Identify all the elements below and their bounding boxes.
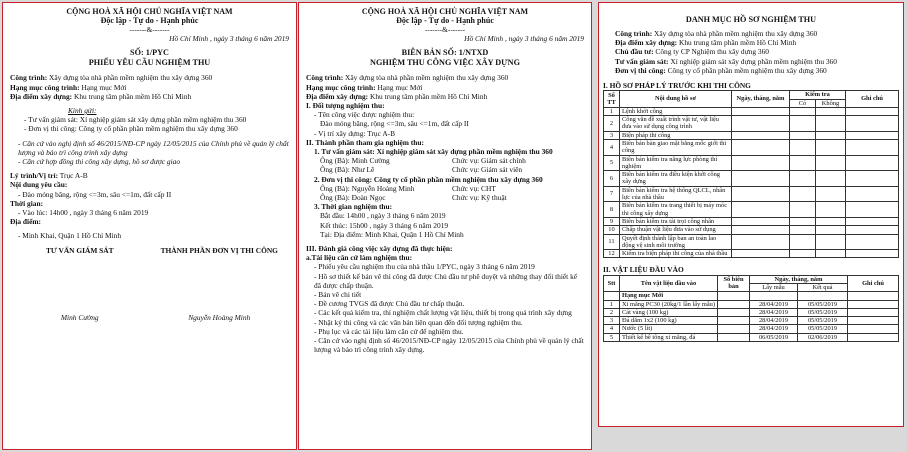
table-row bbox=[604, 202, 899, 218]
place-date: Hồ Chí Minh , ngày 3 tháng 6 năm 2019 bbox=[169, 34, 289, 44]
col-check: Kiểm tra bbox=[790, 91, 846, 99]
person-role: Chức vụ: Kỹ thuật bbox=[452, 193, 507, 203]
addressee-line: - Tư vấn giám sát: Xí nghiệp giám sát xây dựng phần mềm nghiệm thu 360 bbox=[24, 115, 247, 125]
motto: Độc lập - Tự do - Hạnh phúc bbox=[100, 16, 199, 25]
row-material: Thiết kế bê tông xi măng, đá bbox=[620, 333, 718, 341]
location-value: Khu trung tâm phần mềm Hồ Chí Minh bbox=[74, 91, 192, 101]
row-yes bbox=[790, 171, 816, 187]
sign-left-name: Minh Cường bbox=[60, 312, 99, 322]
row-doc-number bbox=[718, 333, 750, 341]
col-date: Ngày, tháng, năm bbox=[732, 91, 790, 108]
nation-heading: CỘNG HOÀ XÃ HỘI CHỦ NGHĨA VIỆT NAM bbox=[361, 7, 529, 16]
col-content: Nội dung hồ sơ bbox=[620, 91, 732, 108]
row-yes bbox=[790, 155, 816, 171]
sign-left-title: TƯ VẤN GIÁM SÁT bbox=[45, 245, 114, 255]
row-material: Cát vàng (100 kg) bbox=[620, 308, 718, 316]
row-material: Xi măng PC30 (20kg/1 lần lấy mẫu) bbox=[620, 300, 718, 308]
group-name: Hạng mục Mới bbox=[620, 292, 718, 300]
row-note bbox=[846, 202, 899, 218]
row-date bbox=[732, 234, 790, 250]
section-3-title: III. Đánh giá công việc xây dựng đã thực hiện: bbox=[306, 244, 453, 254]
location-label: Địa điểm xây dựng: bbox=[10, 91, 73, 101]
rule: -------&------- bbox=[424, 25, 466, 34]
basis-item: - Hồ sơ thiết kế bản vẽ thi công đã được Chủ đầu tư phê duyệt và những thay đổi thiết kế đã được chấp thuận. bbox=[314, 271, 578, 290]
time-value: - Vào lúc: 14h00 , ngày 3 tháng 6 năm 2019 bbox=[18, 208, 149, 218]
row-stt: 5 bbox=[604, 155, 620, 171]
table-row bbox=[604, 116, 899, 132]
row-date bbox=[732, 202, 790, 218]
acceptance-minutes-page bbox=[298, 2, 592, 450]
row-date bbox=[732, 186, 790, 202]
row-stt: 9 bbox=[604, 217, 620, 225]
col-material: Tên vật liệu đầu vào bbox=[620, 275, 718, 292]
row-date bbox=[732, 131, 790, 139]
row-yes bbox=[790, 116, 816, 132]
row-date bbox=[732, 155, 790, 171]
row-no bbox=[816, 226, 846, 234]
row-note bbox=[846, 131, 899, 139]
table-row bbox=[604, 131, 899, 139]
info-label: Đơn vị thi công: bbox=[615, 65, 666, 75]
nation-heading: CỘNG HOÀ XÃ HỘI CHỦ NGHĨA VIỆT NAM bbox=[66, 7, 233, 16]
col-doc-number: Số biên bản bbox=[718, 275, 750, 292]
request-value: - Đào móng băng, rộng <=3m, sâu <=1m, đất cấp II bbox=[18, 189, 172, 199]
row-yes bbox=[790, 131, 816, 139]
row-note bbox=[846, 155, 899, 171]
section-2-title: II. VẬT LIỆU ĐẦU VÀO bbox=[603, 265, 684, 275]
sign-right-title: THÀNH PHẦN ĐƠN VỊ THI CÔNG bbox=[160, 245, 278, 255]
row-no bbox=[816, 171, 846, 187]
row-note bbox=[848, 308, 899, 316]
table-row bbox=[604, 186, 899, 202]
info-row bbox=[615, 29, 899, 38]
doc-title: PHIẾU YÊU CẦU NGHIỆM THU bbox=[88, 58, 211, 68]
row-content: Biện pháp thi công bbox=[620, 131, 732, 139]
row-stt: 1 bbox=[604, 300, 620, 308]
row-sample-date: 06/05/2019 bbox=[750, 333, 798, 341]
row-note bbox=[846, 226, 899, 234]
place-date: Hồ Chí Minh , ngày 3 tháng 6 năm 2019 bbox=[464, 34, 584, 44]
row-content: Biên bản kiểm tra năng lực phòng thí nghiệm bbox=[620, 155, 732, 171]
basis-item: - Đề cương TVGS đã được Chủ đầu tư chấp thuận. bbox=[314, 299, 465, 309]
col-stt: Số TT bbox=[604, 91, 620, 108]
person-role: Chức vụ: CHT bbox=[452, 183, 496, 193]
time-line: Bắt đầu: 14h00 , ngày 3 tháng 6 năm 2019 bbox=[320, 211, 446, 221]
col-yes: Có bbox=[790, 99, 816, 107]
row-sample-date: 28/04/2019 bbox=[750, 325, 798, 333]
table-row bbox=[604, 217, 899, 225]
addressee-line: - Đơn vị thi công: Công ty cổ phần phần mềm nghiệm thu xây dựng 360 bbox=[24, 124, 238, 134]
row-content: Lệnh khởi công bbox=[620, 107, 732, 115]
section-1-title: I. Đối tượng nghiệm thu: bbox=[306, 101, 385, 111]
row-stt: 1 bbox=[604, 107, 620, 115]
project-info bbox=[603, 29, 899, 75]
row-date bbox=[732, 140, 790, 156]
table-row bbox=[604, 308, 899, 316]
section-3a-title: a.Tài liệu căn cứ làm nghiệm thu: bbox=[306, 253, 413, 263]
row-date bbox=[732, 217, 790, 225]
row-yes bbox=[790, 186, 816, 202]
row-no bbox=[816, 140, 846, 156]
row-sample-date: 28/04/2019 bbox=[750, 300, 798, 308]
row-stt: 3 bbox=[604, 131, 620, 139]
row-material: Đá dăm 1x2 (100 kg) bbox=[620, 317, 718, 325]
col-sample: Lấy mẫu bbox=[750, 283, 798, 291]
row-date bbox=[732, 171, 790, 187]
location-value: Khu trung tâm phần mềm Hồ Chí Minh bbox=[370, 91, 488, 101]
chain-value: Trục A-B bbox=[59, 171, 88, 181]
info-row bbox=[615, 57, 899, 66]
row-stt: 2 bbox=[604, 116, 620, 132]
time-label: Thời gian: bbox=[10, 198, 44, 208]
info-value: Công ty CP Nghiệm thu xây dựng 360 bbox=[655, 47, 769, 57]
row-material: Nước (5 lít) bbox=[620, 325, 718, 333]
doc-number: SỐ: 1/PYC bbox=[130, 48, 169, 58]
table-row bbox=[604, 234, 899, 250]
info-value: Xí nghiệp giám sát xây dựng phần mềm nghiệm thu 360 bbox=[670, 56, 837, 66]
row-note bbox=[846, 250, 899, 258]
row-stt: 10 bbox=[604, 226, 620, 234]
col-note: Ghi chú bbox=[846, 91, 899, 108]
row-yes bbox=[790, 140, 816, 156]
row-no bbox=[816, 116, 846, 132]
row-yes bbox=[790, 202, 816, 218]
section-1-line: Đào móng băng, rộng <=3m, sâu <=1m, đất cấp II bbox=[320, 119, 469, 129]
contractor-title: 2. Đơn vị thi công: Công ty cổ phần phần mềm nghiệm thu xây dựng 360 bbox=[314, 174, 543, 184]
row-no bbox=[816, 217, 846, 225]
row-note bbox=[846, 171, 899, 187]
person-name: Ông (Bà): Nguyễn Hoàng Minh bbox=[320, 183, 415, 193]
person-role: Chức vụ: Giám sát chính bbox=[452, 156, 526, 166]
section-1-title: I. HỒ SƠ PHÁP LÝ TRƯỚC KHI THI CÔNG bbox=[603, 81, 751, 91]
item-value: Hạng mục Mới bbox=[81, 82, 127, 92]
section-1-line: - Vị trí xây dựng: Trục A-B bbox=[314, 128, 396, 138]
info-value: Xây dựng tòa nhà phần mềm nghiệm thu xây dựng 360 bbox=[654, 29, 818, 38]
row-content: Quyết định thành lập ban an toàn lao động vệ sinh môi trường bbox=[620, 234, 732, 250]
project-value: Xây dựng tòa nhà phần mềm nghiệm thu xây dựng 360 bbox=[345, 73, 509, 83]
table-row bbox=[604, 250, 899, 258]
section-1-line: - Tên công việc được nghiệm thu: bbox=[314, 110, 415, 120]
row-note bbox=[848, 300, 899, 308]
list-title: DANH MỤC HỒ SƠ NGHIỆM THU bbox=[685, 15, 817, 24]
info-row bbox=[615, 66, 899, 75]
info-value: Công ty cổ phần phần mềm nghiệm thu xây dựng 360 bbox=[667, 65, 827, 75]
row-yes bbox=[790, 234, 816, 250]
col-date: Ngày, tháng, năm bbox=[750, 275, 848, 283]
row-stt: 12 bbox=[604, 250, 620, 258]
row-stt: 4 bbox=[604, 140, 620, 156]
request-label: Nội dung yêu cầu: bbox=[10, 180, 68, 190]
col-stt: Stt bbox=[604, 275, 620, 292]
row-note bbox=[848, 317, 899, 325]
person-name: Ông (Bà): Minh Cường bbox=[320, 156, 390, 166]
place-label: Địa điểm: bbox=[10, 217, 41, 227]
info-label: Chủ đầu tư: bbox=[615, 47, 654, 57]
addressee-label: Kính gửi: bbox=[68, 106, 97, 116]
row-note bbox=[846, 116, 899, 132]
row-no bbox=[816, 202, 846, 218]
row-doc-number bbox=[718, 300, 750, 308]
row-content: Biên bản kiểm tra hệ thống QLCL, nhân lực của nhà thầu bbox=[620, 186, 732, 202]
row-content: Chấp thuận vật liệu đưa vào sử dụng bbox=[620, 226, 732, 234]
row-date bbox=[732, 107, 790, 115]
table-row bbox=[604, 171, 899, 187]
person-role: Chức vụ: Giám sát viên bbox=[452, 165, 523, 175]
row-stt: 6 bbox=[604, 171, 620, 187]
row-yes bbox=[790, 250, 816, 258]
materials-table bbox=[603, 275, 899, 342]
table-row bbox=[604, 107, 899, 115]
row-doc-number bbox=[718, 325, 750, 333]
row-content: Kiểm tra biện pháp thi công của nhà thầu bbox=[620, 250, 732, 258]
row-result-date: 05/05/2019 bbox=[798, 325, 848, 333]
project-label: Công trình: bbox=[306, 73, 344, 83]
group-row bbox=[604, 292, 899, 300]
row-no bbox=[816, 107, 846, 115]
row-note bbox=[846, 140, 899, 156]
person-name: Ông (Bà): Như Lê bbox=[320, 165, 375, 175]
table-row bbox=[604, 140, 899, 156]
basis-item: - Bản vẽ chi tiết bbox=[314, 290, 362, 300]
row-stt: 2 bbox=[604, 308, 620, 316]
row-yes bbox=[790, 217, 816, 225]
row-note bbox=[846, 234, 899, 250]
row-stt: 8 bbox=[604, 202, 620, 218]
basis-line: - Căn cứ hợp đồng thi công xây dựng, hồ sơ được giao bbox=[18, 157, 181, 167]
table-row bbox=[604, 317, 899, 325]
info-label: Công trình: bbox=[615, 29, 653, 38]
row-content: Biên bản kiểm tra tài trọi công nhân bbox=[620, 217, 732, 225]
row-no bbox=[816, 234, 846, 250]
chain-label: Lý trình/Vị trí: bbox=[10, 171, 59, 181]
table-row bbox=[604, 333, 899, 341]
info-value: Khu trung tâm phần mềm Hồ Chí Minh bbox=[679, 38, 797, 48]
row-note bbox=[846, 217, 899, 225]
row-stt: 3 bbox=[604, 317, 620, 325]
table-row bbox=[604, 155, 899, 171]
row-result-date: 02/06/2019 bbox=[798, 333, 848, 341]
row-yes bbox=[790, 226, 816, 234]
table-row bbox=[604, 300, 899, 308]
row-note bbox=[846, 186, 899, 202]
row-date bbox=[732, 250, 790, 258]
row-yes bbox=[790, 107, 816, 115]
item-value: Hạng mục Mới bbox=[377, 82, 423, 92]
document-list-page bbox=[598, 2, 904, 427]
basis-item: - Phiếu yêu cầu nghiệm thu của nhà thầu 1/PYC, ngày 3 tháng 6 năm 2019 bbox=[314, 262, 535, 272]
row-stt: 5 bbox=[604, 333, 620, 341]
basis-line: - Căn cứ vào nghị định số 46/2015/NĐ-CP ngày 12/05/2015 của Chính phủ về quản lý chất lượng và bảo trì công trình xây dựng bbox=[18, 138, 289, 157]
row-content: Công văn đề xuất trình vật tư, vật liệu đưa vào sử dụng công trình bbox=[620, 116, 732, 132]
row-content: Biên bản kiểm tra trang thiết bị máy móc thi công xây dựng bbox=[620, 202, 732, 218]
row-note bbox=[848, 325, 899, 333]
motto: Độc lập - Tự do - Hạnh phúc bbox=[396, 16, 494, 25]
basis-item: - Nhật ký thi công và các văn bản liên quan đến đối tượng nghiệm thu. bbox=[314, 317, 523, 327]
row-result-date: 05/05/2019 bbox=[798, 300, 848, 308]
row-result-date: 05/05/2019 bbox=[798, 317, 848, 325]
sign-right-name: Nguyễn Hoàng Minh bbox=[188, 312, 251, 322]
row-sample-date: 28/04/2019 bbox=[750, 317, 798, 325]
row-content: Biên bản bàn giao mặt bằng mốc giới thi công bbox=[620, 140, 732, 156]
row-stt: 4 bbox=[604, 325, 620, 333]
col-note: Ghi chú bbox=[848, 275, 899, 292]
basis-item: - Căn cứ vào nghị định số 46/2015/NĐ-CP ngày 12/05/2015 của Chính phủ về quản lý chất lượng và bảo trì công trình xây dựng. bbox=[314, 336, 584, 355]
row-note bbox=[846, 107, 899, 115]
row-content: Biên bản kiểm tra điều kiện khởi công xây dựng bbox=[620, 171, 732, 187]
row-doc-number bbox=[718, 308, 750, 316]
item-label: Hạng mục công trình: bbox=[10, 82, 80, 92]
basis-item: - Các kết quả kiểm tra, thí nghiệm chất lượng vật liệu, thiết bị trong quá trình xây dựng bbox=[314, 308, 572, 318]
table-row bbox=[604, 325, 899, 333]
place-value: - Minh Khai, Quận 1 Hồ Chí Minh bbox=[18, 231, 122, 241]
request-form-page bbox=[2, 2, 297, 450]
row-note bbox=[848, 333, 899, 341]
project-value: Xây dựng tòa nhà phần mềm nghiệm thu xây dựng 360 bbox=[49, 73, 213, 83]
info-label: Địa điểm xây dựng: bbox=[615, 38, 678, 48]
project-label: Công trình: bbox=[10, 73, 48, 83]
supervisor-title: 1. Tư vấn giám sát: Xí nghiệp giám sát xây dựng phần mềm nghiệm thu 360 bbox=[314, 147, 553, 157]
row-stt: 11 bbox=[604, 234, 620, 250]
row-sample-date: 28/04/2019 bbox=[750, 308, 798, 316]
col-no: Không bbox=[816, 99, 846, 107]
location-label: Địa điểm xây dựng: bbox=[306, 91, 369, 101]
legal-docs-table bbox=[603, 90, 899, 258]
doc-number: BIÊN BẢN SỐ: 1/NTXD bbox=[401, 48, 489, 58]
person-name: Ông (Bà): Đoàn Ngọc bbox=[320, 193, 386, 203]
time-line: Kết thúc: 15h00 , ngày 3 tháng 6 năm 2019 bbox=[320, 220, 449, 230]
rule: -------&------- bbox=[129, 25, 170, 34]
item-label: Hạng mục công trình: bbox=[306, 82, 376, 92]
row-result-date: 05/05/2019 bbox=[798, 308, 848, 316]
section-2-title: II. Thành phần tham gia nghiệm thu: bbox=[306, 137, 424, 147]
info-row bbox=[615, 47, 899, 56]
info-row bbox=[615, 38, 899, 47]
row-stt: 7 bbox=[604, 186, 620, 202]
basis-item: - Phụ lục và các tài liệu làm căn cứ để nghiệm thu. bbox=[314, 326, 464, 336]
table-row bbox=[604, 226, 899, 234]
row-date bbox=[732, 226, 790, 234]
row-no bbox=[816, 155, 846, 171]
row-no bbox=[816, 131, 846, 139]
row-date bbox=[732, 116, 790, 132]
time-line: Tại: Địa điểm: Minh Khai, Quận 1 Hồ Chí Minh bbox=[320, 229, 464, 239]
row-doc-number bbox=[718, 317, 750, 325]
time-title: 3. Thời gian nghiệm thu: bbox=[314, 202, 393, 212]
info-label: Tư vấn giám sát: bbox=[615, 56, 669, 66]
row-no bbox=[816, 186, 846, 202]
row-no bbox=[816, 250, 846, 258]
col-result: Kết quả bbox=[798, 283, 848, 291]
doc-title: NGHIỆM THU CÔNG VIỆC XÂY DỰNG bbox=[370, 58, 520, 68]
